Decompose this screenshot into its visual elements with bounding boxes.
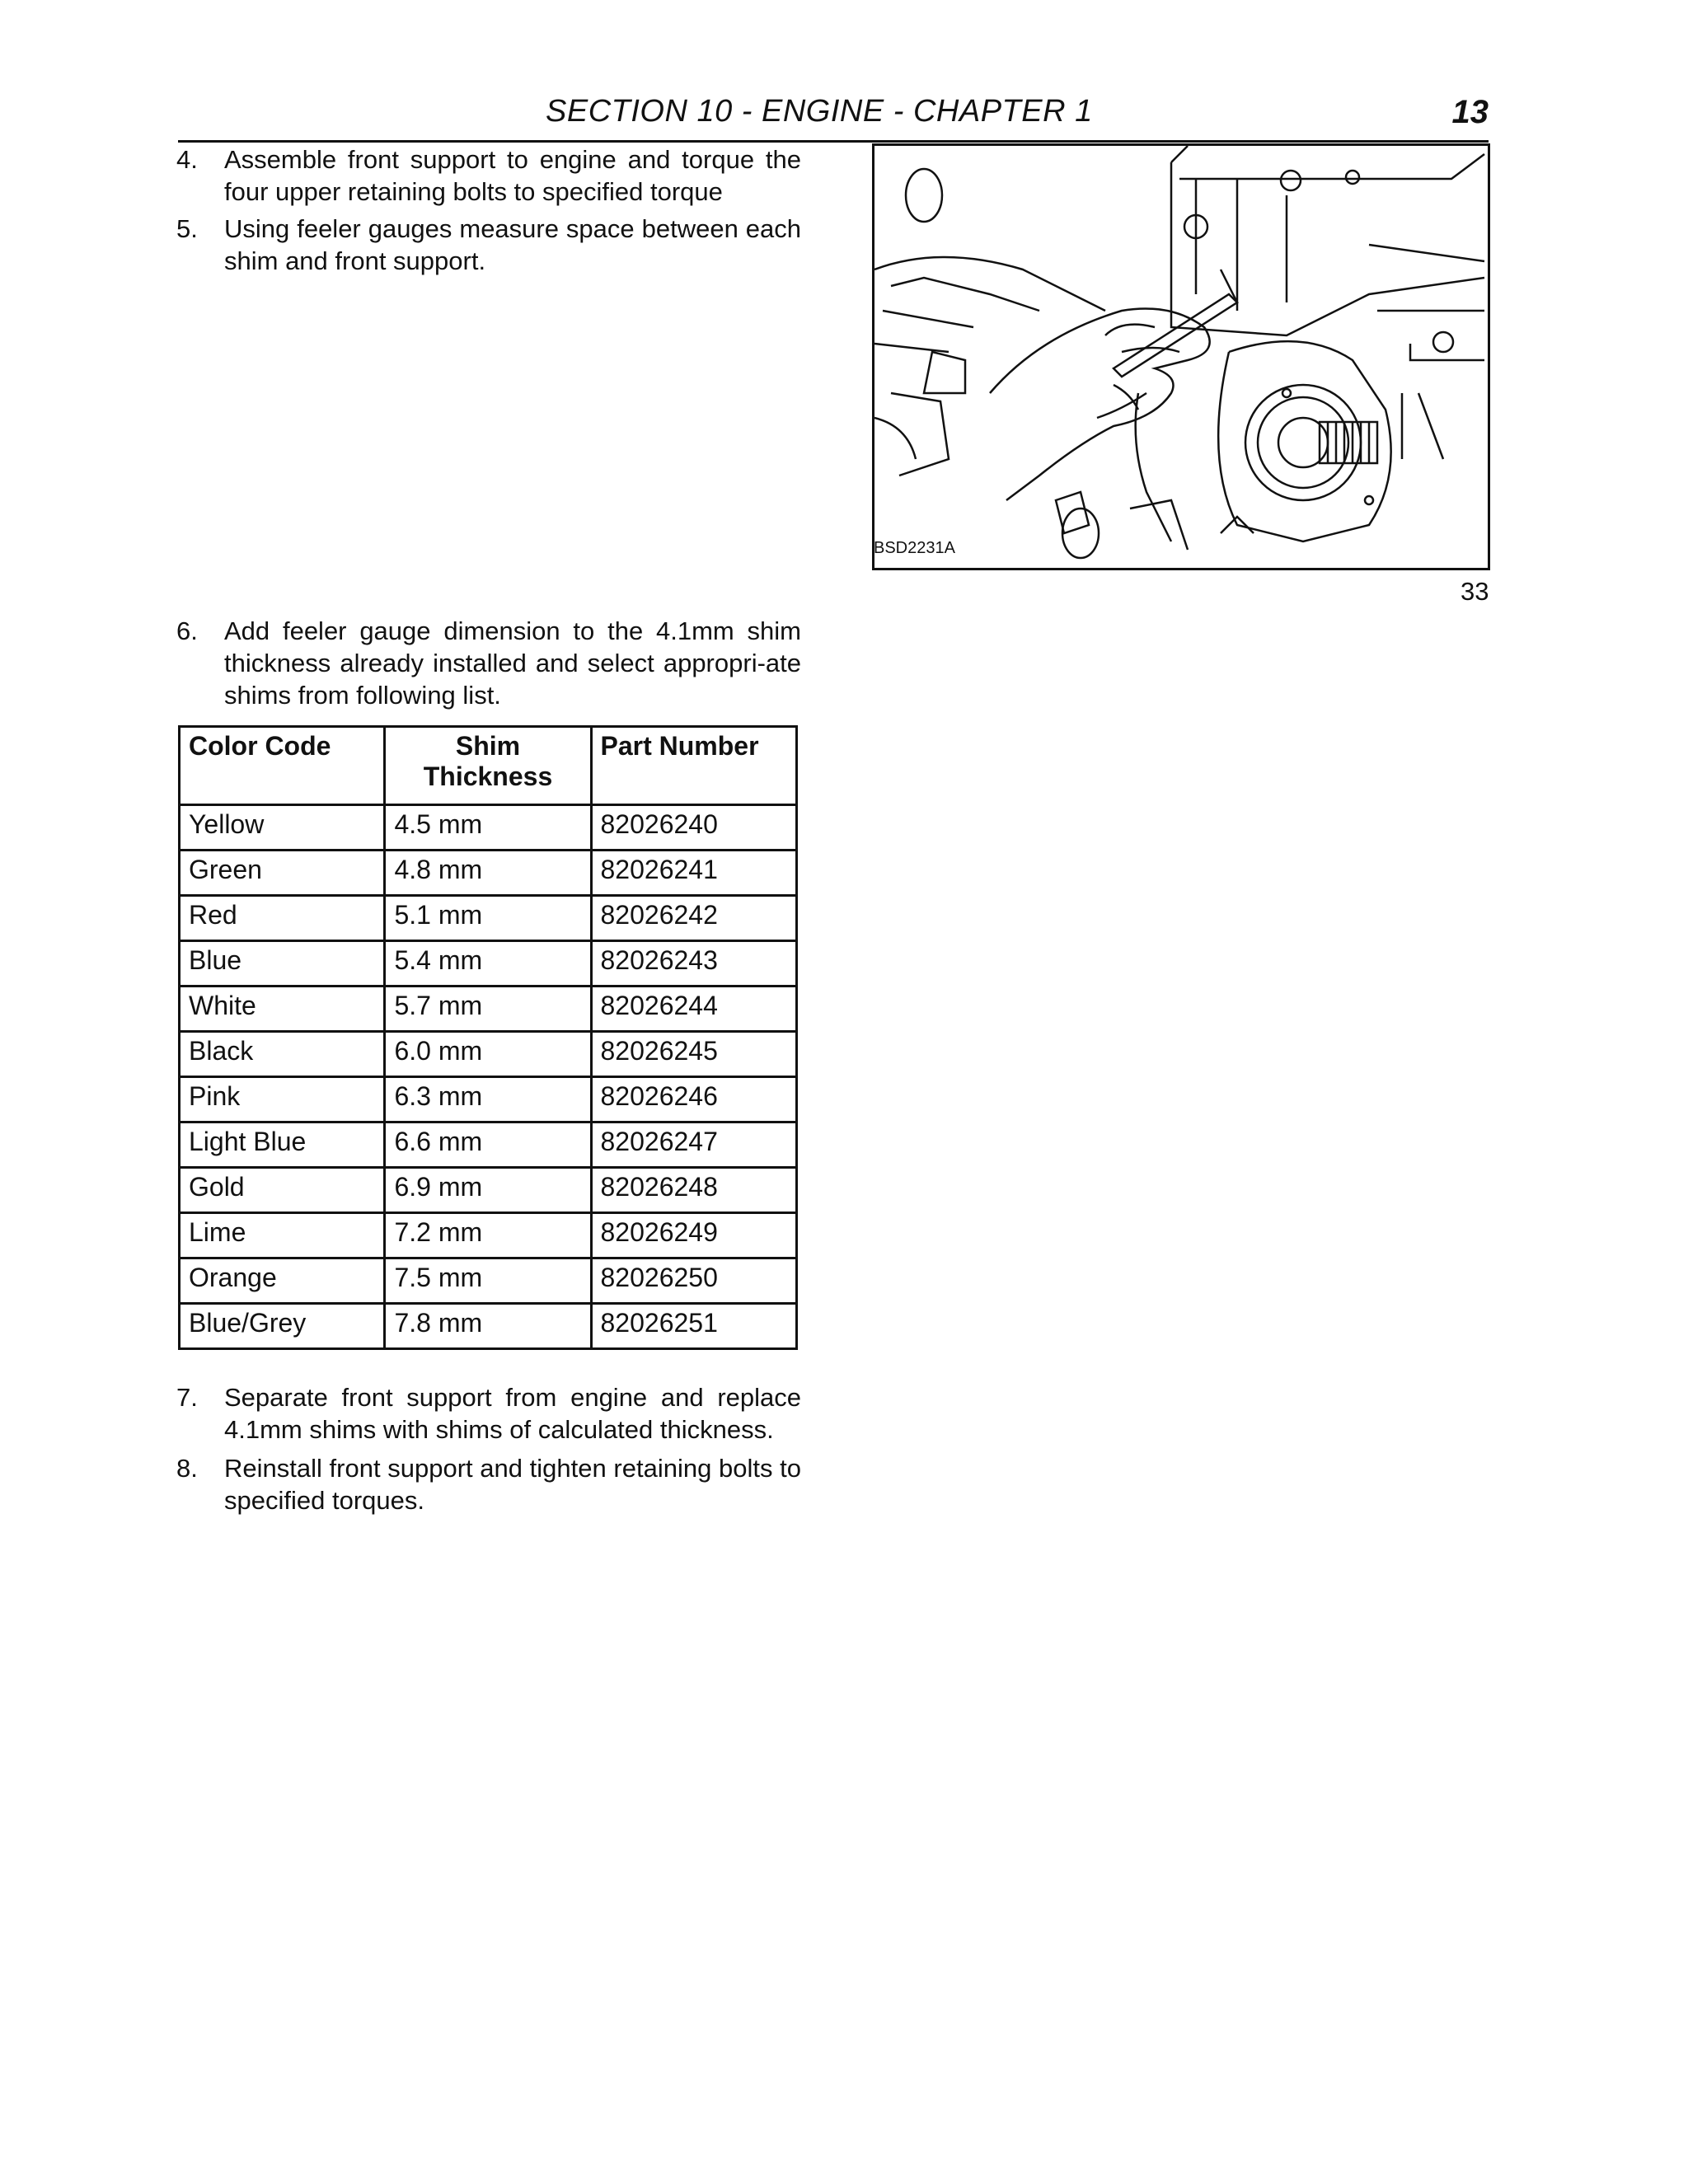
part-number-cell: 82026245 — [591, 1032, 797, 1077]
column-header-color-code: Color Code — [180, 727, 385, 805]
table-header-row — [180, 727, 797, 805]
thickness-cell: 5.1 mm — [385, 896, 591, 941]
table-row — [180, 1122, 797, 1168]
color-code-cell: Light Blue — [180, 1122, 385, 1168]
table-row — [180, 851, 797, 896]
color-code-cell: Yellow — [180, 805, 385, 851]
table-row — [180, 1304, 797, 1349]
thickness-cell: 7.8 mm — [385, 1304, 591, 1349]
step-number: 7. — [176, 1383, 198, 1412]
table-row — [180, 1213, 797, 1258]
thickness-cell: 5.7 mm — [385, 987, 591, 1032]
thickness-cell: 6.6 mm — [385, 1122, 591, 1168]
table-row — [180, 896, 797, 941]
part-number-cell: 82026250 — [591, 1258, 797, 1304]
table-row — [180, 805, 797, 851]
part-number-cell: 82026243 — [591, 941, 797, 987]
column-header-shim-thickness: Shim Thickness — [385, 727, 591, 805]
part-number-cell: 82026240 — [591, 805, 797, 851]
color-code-cell: White — [180, 987, 385, 1032]
step-text: Using feeler gauges measure space between each shim and front support. — [224, 214, 801, 275]
thickness-cell: 7.2 mm — [385, 1213, 591, 1258]
engine-illustration — [872, 143, 1490, 570]
table-row — [180, 941, 797, 987]
table-row — [180, 1032, 797, 1077]
step-text: Reinstall front support and tighten retaining bolts to specified torques. — [224, 1454, 801, 1515]
step-number: 4. — [176, 145, 198, 174]
section-title: SECTION 10 - ENGINE - CHAPTER 1 — [546, 94, 1093, 129]
step-number: 6. — [176, 616, 198, 645]
color-code-cell: Lime — [180, 1213, 385, 1258]
table-row — [180, 1077, 797, 1122]
color-code-cell: Blue/Grey — [180, 1304, 385, 1349]
part-number-cell: 82026246 — [591, 1077, 797, 1122]
part-number-cell: 82026251 — [591, 1304, 797, 1349]
thickness-cell: 7.5 mm — [385, 1258, 591, 1304]
figure-code: BSD2231A — [874, 539, 955, 557]
part-number-cell: 82026247 — [591, 1122, 797, 1168]
step-text: Separate front support from engine and replace 4.1mm shims with shims of calculated thickness. — [224, 1383, 801, 1444]
page-header — [178, 89, 1489, 143]
thickness-cell: 6.3 mm — [385, 1077, 591, 1122]
part-number-cell: 82026242 — [591, 896, 797, 941]
table-row — [180, 987, 797, 1032]
thickness-cell: 6.0 mm — [385, 1032, 591, 1077]
figure-number: 33 — [1461, 577, 1489, 606]
part-number-cell: 82026244 — [591, 987, 797, 1032]
color-code-cell: Red — [180, 896, 385, 941]
color-code-cell: Black — [180, 1032, 385, 1077]
step-number: 8. — [176, 1454, 198, 1483]
color-code-cell: Green — [180, 851, 385, 896]
page-number: 13 — [1451, 94, 1489, 130]
table-row — [180, 1168, 797, 1213]
part-number-cell: 82026248 — [591, 1168, 797, 1213]
thickness-cell: 4.5 mm — [385, 805, 591, 851]
color-code-cell: Blue — [180, 941, 385, 987]
table-row — [180, 1258, 797, 1304]
column-header-part-number: Part Number — [591, 727, 797, 805]
shim-table — [178, 725, 798, 1350]
step-text: Assemble front support to engine and torque the four upper retaining bolts to specified torque — [224, 145, 801, 206]
step-text: Add feeler gauge dimension to the 4.1mm shim thickness already installed and select appropri-ate shims from following list. — [224, 616, 801, 710]
step-number: 5. — [176, 214, 198, 243]
thickness-cell: 6.9 mm — [385, 1168, 591, 1213]
part-number-cell: 82026241 — [591, 851, 797, 896]
color-code-cell: Orange — [180, 1258, 385, 1304]
thickness-cell: 4.8 mm — [385, 851, 591, 896]
color-code-cell: Pink — [180, 1077, 385, 1122]
engine-line-drawing — [874, 146, 1488, 568]
part-number-cell: 82026249 — [591, 1213, 797, 1258]
thickness-cell: 5.4 mm — [385, 941, 591, 987]
color-code-cell: Gold — [180, 1168, 385, 1213]
